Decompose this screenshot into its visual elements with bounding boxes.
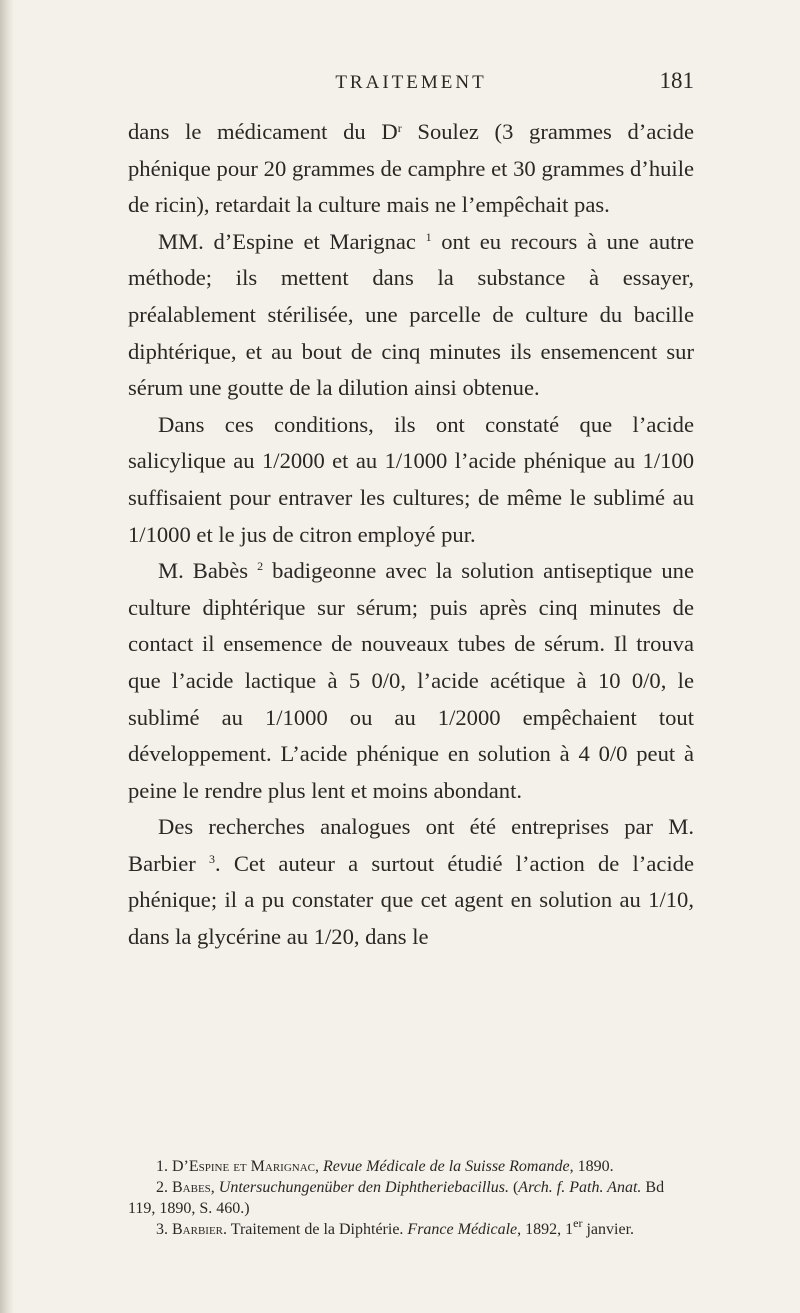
footnote-marker-2: 2 [257,559,264,574]
page-number: 181 [659,68,694,93]
footnotes [128,1156,694,1240]
paragraph-2: MM. d’Espine et Marignac $^1$ ont eu recours à une autre méthode; ils mettent dans la substance à essayer, préalablement stérilisée, une parcelle de culture du bacille diphtérique, et au bout de cinq minutes ils ensemencent sur sérum une goutte de la dilution ainsi obtenue. [128,228,694,401]
footnote-3: 3. Barbier. Traitement de la Diphtérie. France Médicale, 1892, 1er janvier. [156,1215,635,1238]
footnote-1: 1. D’Espine et Marignac, Revue Médicale de la Suisse Romande, 1890. [156,1158,614,1175]
paragraph-1: dans le médicament du $D^r$ Soulez (3 grammes d’acide phénique pour 20 grammes de camphre et 30 grammes d’huile de ricin), retardait la culture mais ne l’empêchait pas. [128,119,694,218]
page-header [128,68,694,98]
paragraph-3: Dans ces conditions, ils ont constaté que l’acide salicylique au 1/2000 et au 1/1000 l’acide phénique au 1/100 suffisaient pour entraver les cultures; de même le sublimé au 1/1000 et le jus de citron employé pur. [128,411,694,547]
footnote-2: 2. Babes, Untersuchungenüber den Diphtheriebacillus. (Arch. f. Path. Anat. Bd 119, 1890, S. 460.) [128,1179,665,1217]
main-text [128,114,694,956]
footnote-marker-1: 1 [425,229,432,244]
running-title: TRAITEMENT [335,72,487,93]
footnote-marker-3: 3 [208,852,215,867]
paragraph-4: M. Babès $^2$ badigeonne avec la solution antiseptique une culture diphtérique sur sérum; puis après cinq minutes de contact il ensemence de nouveaux tubes de sérum. Il trouva que l’acide lactique à 5 0/0, l’acide acétique à 10 0/0, le sublimé au 1/1000 ou au 1/2000 empêchaient tout développement. L’acide phénique en solution à 4 0/0 peut à peine le rendre plus lent et moins abondant. [128,558,694,803]
superscript-r: r [397,120,402,135]
paragraph-5: Des recherches analogues ont été entreprises par M. Barbier $^3$. Cet auteur a surtout étudié l’action de l’acide phénique; il a pu constater que cet agent en solution au 1/10, dans la glycérine au 1/20, dans le [128,814,694,950]
